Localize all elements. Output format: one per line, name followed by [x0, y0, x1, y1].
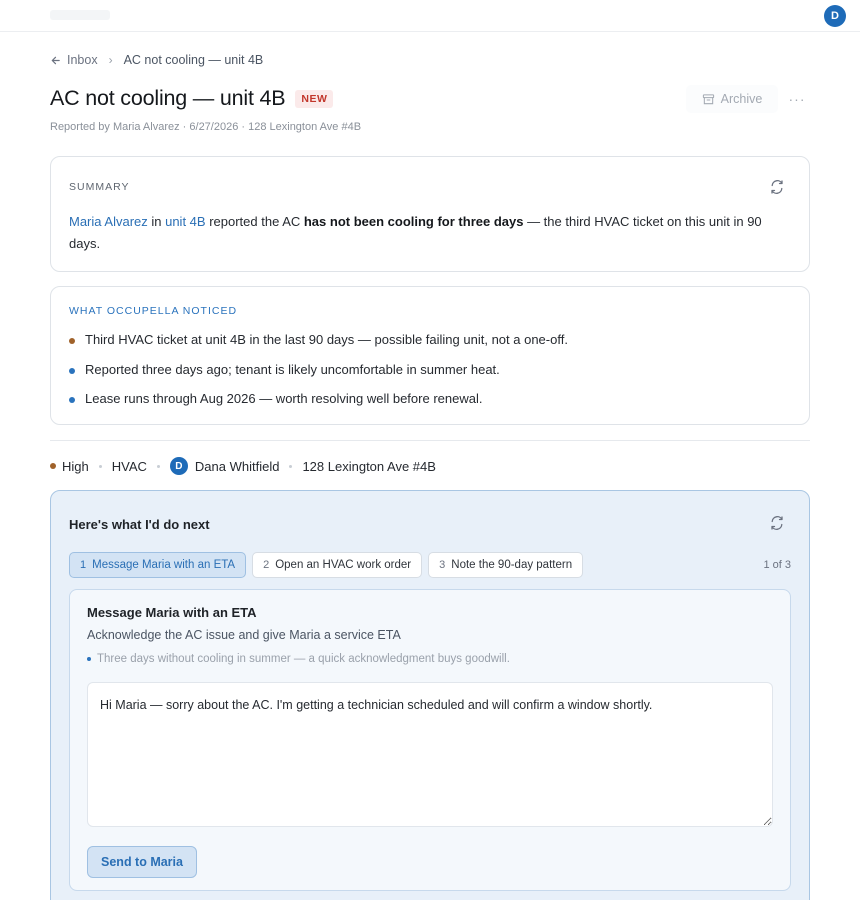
action-subtitle: Acknowledge the AC issue and give Maria a service ETA — [87, 628, 401, 642]
bullet-dot — [69, 338, 75, 344]
archive-button[interactable] — [686, 85, 778, 113]
step-tab-1[interactable] — [69, 552, 246, 578]
tenant-link[interactable]: Maria Alvarez — [69, 214, 148, 229]
step-label: Message Maria with an ETA — [92, 559, 236, 571]
step-tab-3[interactable] — [428, 552, 583, 578]
archive-icon — [702, 93, 715, 106]
archive-label: Archive — [720, 92, 763, 106]
step-label: Open an HVAC work order — [275, 559, 412, 571]
summary-emphasis: has not been cooling for three days — [303, 214, 524, 229]
separator-dot — [289, 465, 292, 468]
app-logo — [50, 10, 110, 20]
user-avatar[interactable]: D — [824, 5, 846, 27]
send-message-button[interactable]: Send to Maria — [87, 846, 197, 878]
summary-text — [69, 211, 785, 255]
refresh-plan-icon[interactable] — [769, 515, 785, 531]
bullet-dot — [69, 368, 75, 374]
category-value[interactable]: HVAC — [111, 458, 147, 474]
address-value[interactable]: 128 Lexington Ave #4B — [302, 458, 436, 474]
step-number: 2 — [263, 559, 270, 571]
breadcrumb-current: AC not cooling — unit 4B — [123, 53, 264, 67]
noticed-card — [50, 286, 810, 425]
refresh-summary-icon[interactable] — [769, 179, 785, 195]
noticed-item — [69, 331, 789, 361]
ticket-meta: Reported by Maria Alvarez · 6/27/2026 · 128 Lexington Ave #4B — [50, 121, 362, 133]
noticed-list — [69, 331, 789, 420]
action-rationale — [87, 653, 510, 665]
breadcrumb-inbox-label: Inbox — [67, 53, 98, 67]
chevron-right-icon: › — [108, 53, 113, 67]
step-number: 3 — [439, 559, 446, 571]
more-options-icon[interactable]: ··· — [788, 91, 806, 107]
priority-dot — [50, 463, 56, 469]
message-draft-input[interactable] — [87, 682, 773, 827]
separator-dot — [99, 465, 102, 468]
step-label: Note the 90-day pattern — [451, 559, 573, 571]
top-bar — [0, 0, 860, 32]
noticed-label: WHAT OCCUPELLA NOTICED — [69, 305, 238, 317]
action-title: Message Maria with an ETA — [87, 605, 257, 620]
action-rationale-text: Three days without cooling in summer — a quick acknowledgment buys goodwill. — [97, 653, 510, 665]
noticed-item-text: Lease runs through Aug 2026 — worth resolving well before renewal. — [85, 391, 483, 406]
summary-text-a: reported the AC — [205, 214, 304, 229]
next-steps-panel — [50, 490, 810, 900]
priority-value[interactable]: High — [62, 458, 89, 474]
noticed-item — [69, 390, 789, 420]
noticed-item-text: Reported three days ago; tenant is likely uncomfortable in summer heat. — [85, 361, 500, 377]
rationale-dot — [87, 657, 91, 661]
assignee-avatar: D — [170, 457, 188, 475]
summary-label: SUMMARY — [69, 181, 130, 193]
noticed-item — [69, 361, 789, 391]
assignee-name[interactable]: Dana Whitfield — [194, 458, 280, 474]
breadcrumb — [50, 53, 263, 67]
arrow-left-icon — [50, 55, 61, 66]
noticed-item-text: Third HVAC ticket at unit 4B in the last 90 days — possible failing unit, not a one-off. — [85, 332, 568, 347]
summary-text-b: — the third HVAC ticket on this unit in 90 days. — [69, 214, 762, 251]
step-number: 1 — [80, 559, 87, 571]
step-tabs — [69, 552, 583, 578]
next-steps-title: Here's what I'd do next — [69, 517, 210, 532]
page-title: AC not cooling — unit 4B — [50, 86, 286, 110]
summary-card — [50, 156, 810, 272]
section-divider — [50, 440, 810, 441]
bullet-dot — [69, 397, 75, 403]
unit-link[interactable]: unit 4B — [165, 214, 206, 229]
ticket-header — [50, 86, 333, 111]
summary-text-in: in — [147, 214, 166, 229]
ticket-properties — [50, 456, 436, 476]
step-counter: 1 of 3 — [763, 559, 791, 571]
step-tab-2[interactable] — [252, 552, 422, 578]
status-badge: NEW — [295, 90, 333, 108]
action-card — [69, 589, 791, 891]
separator-dot — [157, 465, 160, 468]
back-to-inbox-link[interactable] — [50, 53, 98, 67]
